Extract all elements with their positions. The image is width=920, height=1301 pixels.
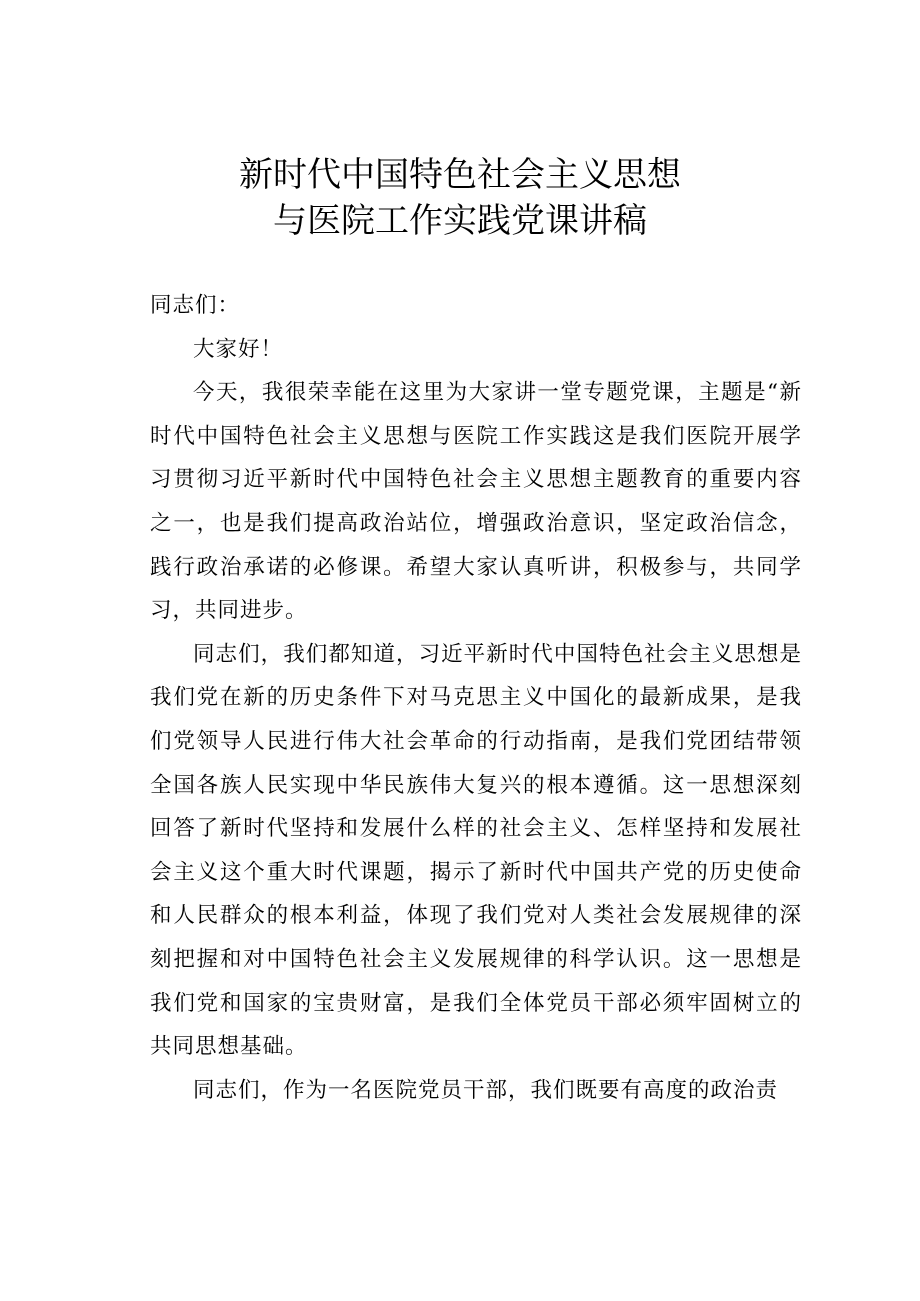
paragraph-thought: 同志们，我们都知道，习近平新时代中国特色社会主义思想是我们党在新的历史条件下对马克思主义中国化的最新成果，是我们党领导人民进行伟大社会革命的行动指南，是我们党团结带领全国各族人民实现中华民族伟大复兴的根本遵循。这一思想深刻回答了新时代坚持和发展什么样的社会主义、怎样坚持和发展社会主义这个重大时代课题，揭示了新时代中国共产党的历史使命和人民群众的根本利益，体现了我们党对人类社会发展规律的深刻把握和对中国特色社会主义发展规律的科学认识。这一思想是我们党和国家的宝贵财富，是我们全体党员干部必须牢固树立的共同思想基础。 — [150, 641, 802, 1060]
paragraph-intro: 今天，我很荣幸能在这里为大家讲一堂专题党课，主题是“新时代中国特色社会主义思想与医院工作实践这是我们医院开展学习贯彻习近平新时代中国特色社会主义思想主题教育的重要内容之一，也是我们提高政治站位，增强政治意识，坚定政治信念，践行政治承诺的必修课。希望大家认真听讲，积极参与，共同学习，共同进步。 — [150, 380, 802, 624]
paragraph-hospital-cadre: 同志们，作为一名医院党员干部，我们既要有高度的政治责 — [193, 1077, 779, 1103]
title-line-1: 新时代中国特色社会主义思想 — [239, 155, 681, 195]
salutation: 同志们： — [150, 293, 241, 318]
paragraph-greeting: 大家好！ — [193, 336, 284, 362]
document-body — [150, 284, 802, 1112]
document-title — [120, 152, 800, 244]
title-line-2: 与医院工作实践党课讲稿 — [273, 201, 647, 241]
